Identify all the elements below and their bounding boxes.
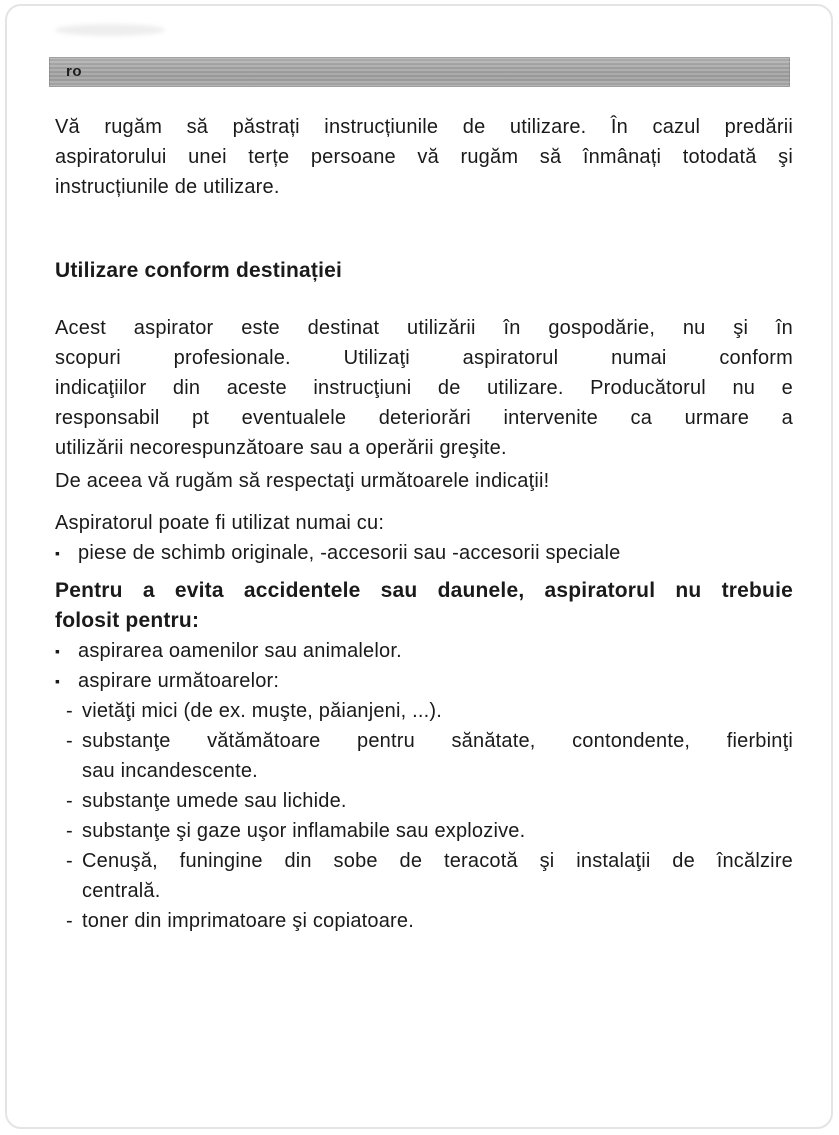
warning-sub-item-text: substanţe umede sau lichide. (82, 790, 347, 812)
warning-sub-item (66, 696, 793, 726)
dash-bullet-icon: - (66, 820, 73, 842)
dash-bullet-icon: - (66, 700, 73, 722)
section-heading-usage: Utilizare conform destinației (55, 259, 343, 282)
warning-sub-item (66, 786, 793, 816)
language-code-label: ro (66, 63, 82, 80)
dash-bullet-icon: - (66, 910, 73, 932)
square-bullet-icon: ▪ (55, 673, 61, 689)
dash-bullet-icon: - (66, 850, 73, 872)
warning-item (55, 636, 793, 666)
square-bullet-icon: ▪ (55, 545, 61, 561)
allowed-usage-item-text: piese de schimb originale, -accesorii sau -accesorii speciale (78, 542, 621, 564)
warning-sub-item-text: Cenuşă, funingine din sobe de teracotă şi instalaţii de încălzire centrală. (82, 850, 793, 902)
warning-sub-item (66, 906, 793, 936)
warning-sub-item-text: toner din imprimatoare şi copiatoare. (82, 910, 414, 932)
warning-sub-item-text: vietăţi mici (de ex. muşte, păianjeni, ...). (82, 700, 443, 722)
allowed-usage-intro: Aspiratorul poate fi utilizat numai cu: (55, 512, 385, 534)
language-header-bar (49, 57, 790, 87)
note-paragraph: De aceea vă rugăm să respectaţi următoarele indicaţii! (55, 470, 550, 492)
warning-sub-item (66, 846, 793, 906)
square-bullet-icon: ▪ (55, 643, 61, 659)
warning-sub-item (66, 726, 793, 786)
warning-list (55, 636, 793, 936)
allowed-usage-item (55, 538, 793, 568)
dash-bullet-icon: - (66, 730, 73, 752)
section-heading-warning: Pentru a evita accidentele sau daunele, aspiratorul nu trebuie folosit pentru: (55, 579, 793, 632)
usage-body-paragraph: Acest aspirator este destinat utilizării în gospodărie, nu şi în scopuri profesionale. Utilizaţi aspiratorul numai conform indicaţiilor din aceste instrucţiuni de utilizare. Producătorul nu e responsabil pt eventualele deteriorări intervenite ca urmare a utilizării necorespunzătoare sau a operării greşite. (55, 317, 793, 459)
intro-paragraph: Vă rugăm să păstrați instrucțiunile de utilizare. În cazul predării aspiratorului unei terțe persoane vă rugăm să înmânați totodată şi instrucțiunile de utilizare. (55, 116, 793, 198)
warning-sub-item-text: substanţe şi gaze uşor inflamabile sau explozive. (82, 820, 526, 842)
warning-item-text: aspirare următoarelor: (78, 670, 280, 692)
warning-sub-item-text: substanţe vătămătoare pentru sănătate, contondente, fierbinţi sau incandescente. (82, 730, 793, 782)
page-content (55, 112, 793, 936)
warning-item-text: aspirarea oamenilor sau animalelor. (78, 640, 402, 662)
warning-sub-item (66, 816, 793, 846)
scan-artifact (55, 24, 165, 36)
dash-bullet-icon: - (66, 790, 73, 812)
warning-item (55, 666, 793, 696)
